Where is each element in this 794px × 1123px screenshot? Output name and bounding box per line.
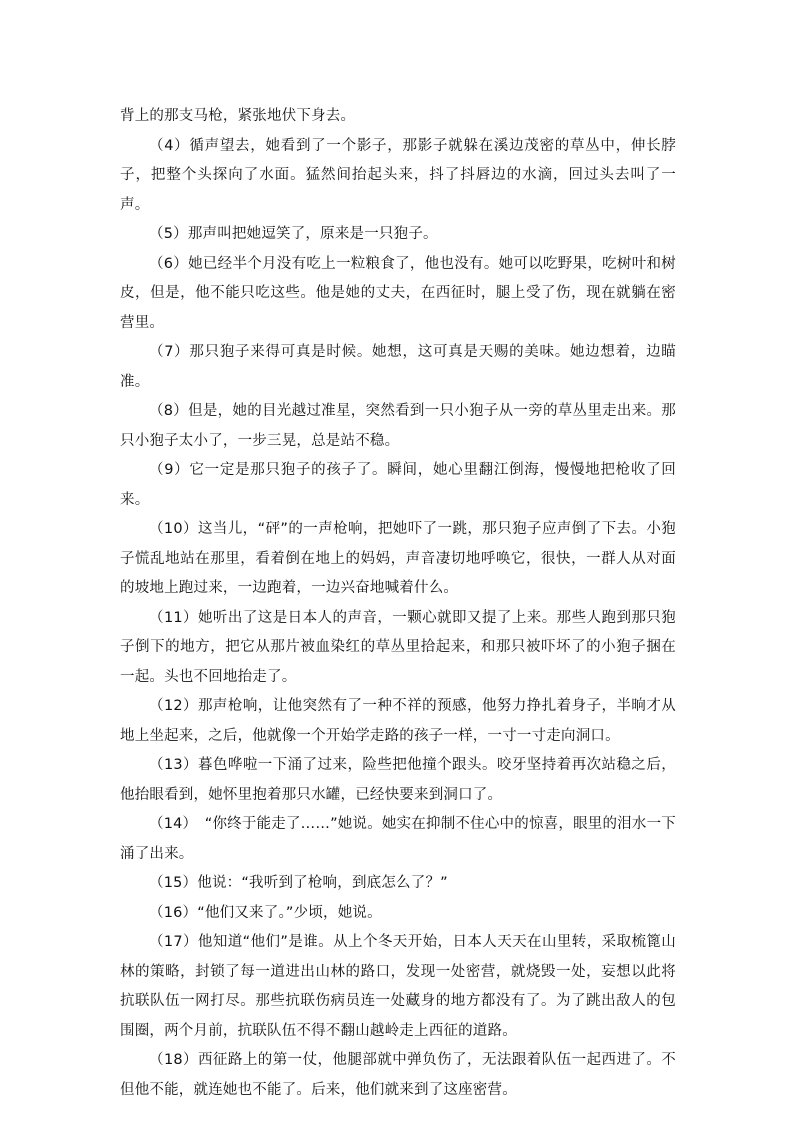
paragraph-4: （4）循声望去，她看到了一个影子，那影子就躲在溪边茂密的草丛中，伸长脖子，把整个头探向了水面。猛然间抬起头来，抖了抖唇边的水滴，回过头去叫了一声。 xyxy=(120,137,676,213)
paragraph-14: （14） “你终于能走了……”她说。她实在抑制不住心中的惊喜，眼里的泪水一下涌了出来。 xyxy=(120,816,676,862)
paragraph-10: （10）这当儿，“砰”的一声枪响，把她吓了一跳，那只狍子应声倒了下去。小狍子慌乱地站在那里，看着倒在地上的妈妈，声音凄切地呼唤它，很快，一群人从对面的坡地上跑过来，一边跑着，一边兴奋地喊着什么。 xyxy=(120,521,676,596)
paragraph-16: （16）“他们又来了。”少顷，她说。 xyxy=(149,904,382,921)
paragraph-12: （12）那声枪响，让他突然有了一种不祥的预感，他努力挣扎着身子，半晌才从地上坐起来，之后，他就像一个开始学走路的孩子一样，一寸一寸走向洞口。 xyxy=(120,698,676,744)
paragraph-11: （11）她听出了这是日本人的声音，一颗心就即又提了上来。那些人跑到那只狍子倒下的地方，把它从那片被血染红的草丛里拾起来，和那只被吓坏了的小狍子捆在一起。头也不回地抬走了。 xyxy=(120,609,676,685)
paragraph-5: （5）那声叫把她逗笑了，原来是一只狍子。 xyxy=(149,226,438,242)
paragraph-7: （7）那只狍子来得可真是时候。她想，这可真是天赐的美味。她边想着，边瞄准。 xyxy=(120,344,676,390)
document-body xyxy=(120,102,676,1105)
paragraph-continuation: 背上的那支马枪，紧张地伏下身去。 xyxy=(120,108,356,124)
paragraph-18: （18）西征路上的第一仗，他腿部就中弹负伤了，无法跟着队伍一起西进了。不但他不能，就连她也不能了。后来，他们就来到了这座密营。 xyxy=(120,1052,676,1098)
paragraph-15: （15）他说：“我听到了枪响，到底怎么了？” xyxy=(149,875,448,891)
paragraph-8: （8）但是，她的目光越过准星，突然看到一只小狍子从一旁的草丛里走出来。那只小狍子太小了，一步三晃，总是站不稳。 xyxy=(120,403,676,449)
paragraph-6: （6）她已经半个月没有吃上一粒粮食了，他也没有。她可以吃野果，吃树叶和树皮，但是，他不能只吃这些。他是她的丈夫，在西征时，腿上受了伤，现在就躺在密营里。 xyxy=(120,255,676,331)
paragraph-17: （17）他知道“他们”是谁。从上个冬天开始，日本人天天在山里转，采取梳篦山林的策略，封锁了每一道进出山林的路口，发现一处密营，就烧毁一处，妄想以此将抗联队伍一网打尽。那些抗联伤病员连一处藏身的地方都没有了。为了跳出敌人的包围圈，两个月前，抗联队伍不得不翻山越岭走上西征的道路。 xyxy=(120,934,676,1039)
paragraph-13: （13）暮色哗啦一下涌了过来，险些把他撞个跟头。咬牙坚持着再次站稳之后，他抬眼看到，她怀里抱着那只水罐，已经快要来到洞口了。 xyxy=(120,757,676,803)
paragraph-9: （9）它一定是那只狍子的孩子了。瞬间，她心里翻江倒海，慢慢地把枪收了回来。 xyxy=(120,462,676,508)
